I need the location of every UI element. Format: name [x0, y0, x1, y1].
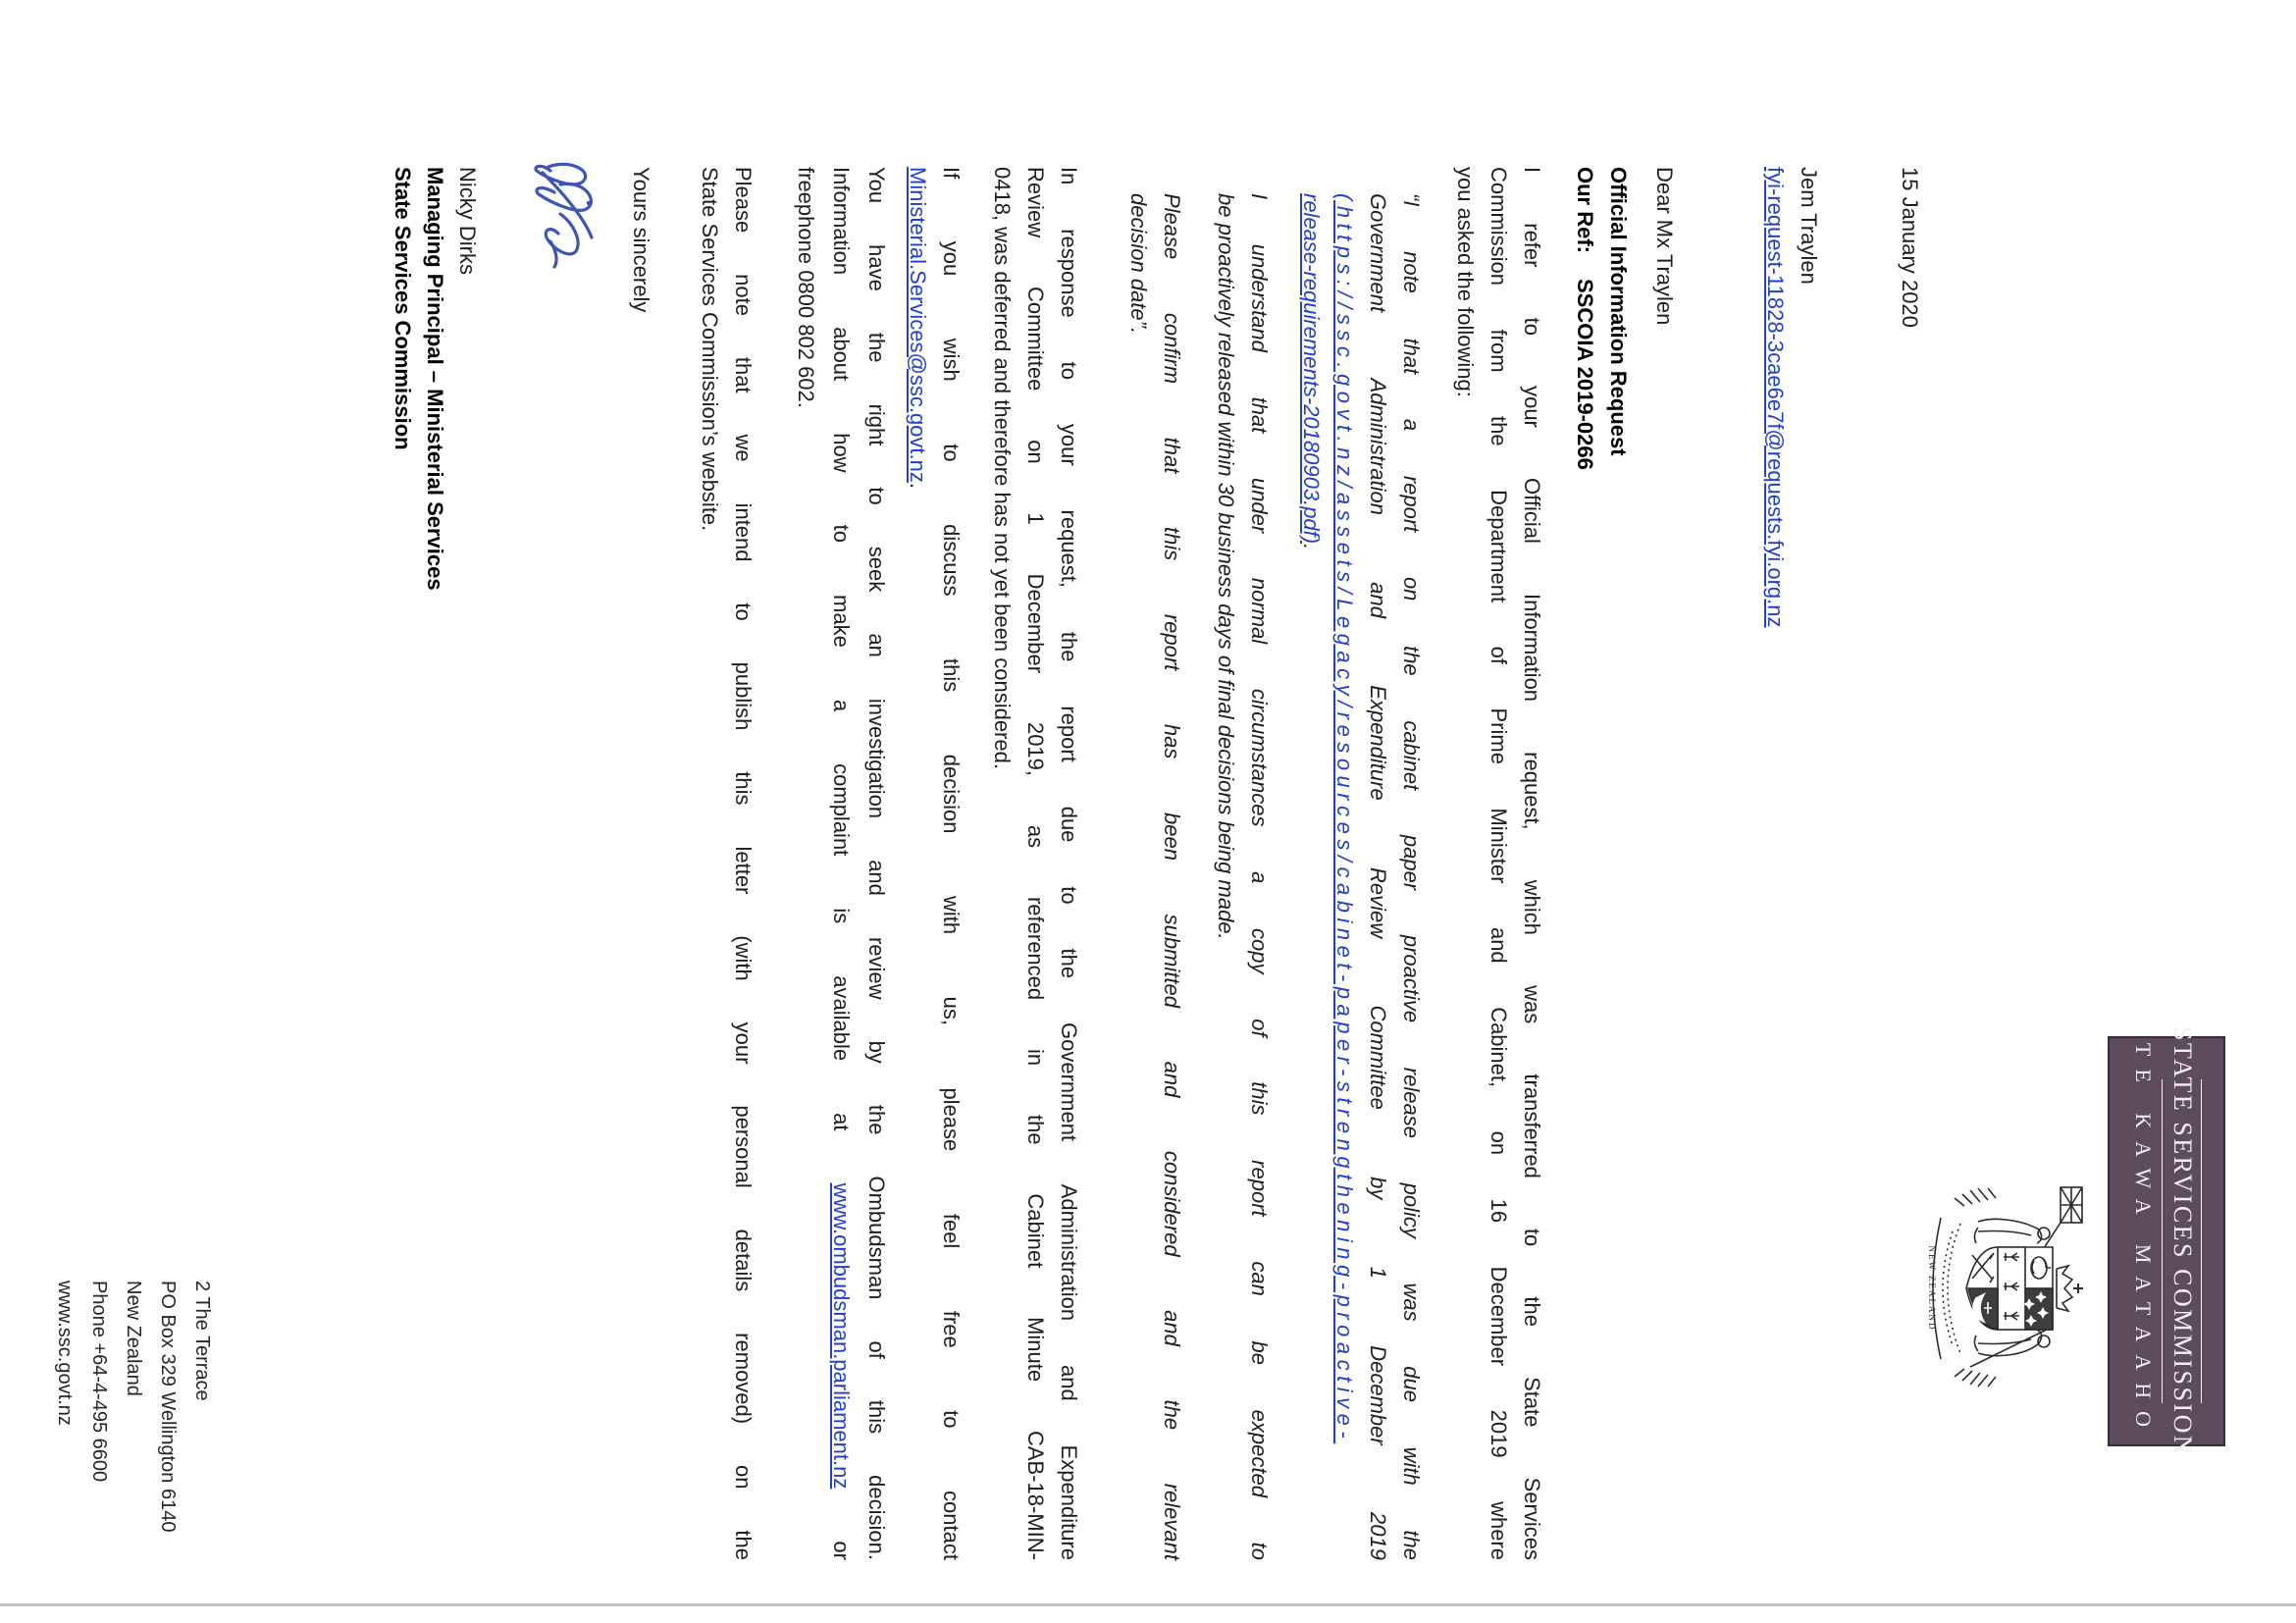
paragraph-contact: [901, 167, 967, 1560]
quote1-line2: Government Administration and Expenditure Review Committee by 1 December 2019: [1366, 193, 1390, 1560]
reference-line: [1568, 167, 1601, 1560]
paragraph-intro-line3: you asked the following:: [1453, 167, 1478, 397]
ombudsman-line2-pre: Information about how to make a complaint is available at: [829, 167, 854, 1183]
paragraph-contact-line1: If you wish to discuss this decision with us, please feel free to contact: [939, 167, 964, 1560]
paragraph-response-line2: Review Committee on 1 December 2019, as referenced in the Cabinet Minute CAB-18-MIN-: [1023, 167, 1048, 1560]
quote-paragraph-1: [1294, 193, 1428, 1560]
banner-subtitle: TE KAWA MATAAHO: [2131, 1042, 2157, 1440]
paragraph-publication-line1: Please note that we intend to publish this letter (with your personal details removed) on the: [731, 167, 756, 1560]
banner-title: STATE SERVICES COMMISSION: [2168, 1025, 2198, 1457]
signatory-title: Managing Principal – Ministerial Services: [423, 167, 447, 591]
signature: [525, 155, 603, 273]
reference-block: [1568, 167, 1635, 1560]
paragraph-response-line3: 0418, was deferred and therefore has not yet been considered.: [990, 167, 1015, 769]
banner-rule-mid: [2163, 1079, 2164, 1403]
paragraph-intro: [1448, 167, 1548, 1560]
footer-website: www.ssc.govt.nz: [54, 1281, 76, 1426]
quote2-line2: be proactively released within 30 business days of final decisions being made.: [1214, 193, 1238, 940]
signatory-name: Nicky Dirks: [455, 167, 480, 275]
signatory-org: State Services Commission: [391, 167, 415, 450]
recipient-block: [1758, 167, 1825, 1560]
recipient-email-link[interactable]: fyi-request-11828-3cae6e7f@requests.fyi.org.nz: [1763, 167, 1788, 628]
footer-street: 2 The Terrace: [191, 1281, 213, 1401]
paragraph-publication-line2: State Services Commission’s website.: [698, 167, 722, 532]
paragraph-intro-line2: Commission from the Department of Prime Minister and Cabinet, on 16 December 2019 where: [1487, 167, 1511, 1560]
paragraph-ombudsman-line1: You have the right to seek an investigation and review by the Ombudsman of this decision.: [864, 167, 889, 1560]
quote3-line1: Please confirm that this report has been submitted and considered and the relevant: [1160, 193, 1184, 1560]
signatory-block: [387, 167, 484, 1560]
ministerial-email-link[interactable]: Ministerial.Services@ssc.govt.nz: [906, 167, 930, 483]
quote-paragraph-2: [1209, 193, 1276, 1560]
paragraph-response-line1: In response to your request, the report due to the Government Administration and Expenditure: [1057, 167, 1081, 1560]
valediction: Yours sincerely: [629, 167, 653, 313]
salutation: Dear Mx Traylen: [1652, 167, 1677, 326]
paragraph-response: [985, 167, 1085, 1560]
page-edge-shadow: [0, 1603, 2296, 1606]
date-line: 15 January 2020: [1898, 167, 1922, 328]
paragraph-ombudsman-line3: freephone 0800 802 602.: [794, 167, 818, 408]
quote3-line2: decision date”.: [1126, 193, 1151, 335]
recipient-name: Jem Traylen: [1797, 167, 1821, 285]
ssc-banner: [2108, 1025, 2225, 1457]
quote-paragraph-3: [1122, 193, 1188, 1560]
reference-label: Our Ref:: [1573, 167, 1597, 253]
paragraph-intro-line1: I refer to your Official Information request, which was transferred to the State Services: [1520, 167, 1544, 1560]
report-url-link-line2[interactable]: release-requirements-20180903.pdf): [1299, 193, 1324, 545]
reference-value: SSCOIA 2019-0266: [1573, 279, 1597, 470]
subject-heading: Official Information Request: [1606, 167, 1631, 456]
footer-phone: Phone +64-4-495 6600: [88, 1281, 110, 1483]
paragraph-ombudsman-line2: [823, 167, 859, 1560]
banner-rule-top: [2202, 1079, 2203, 1403]
footer-country: New Zealand: [123, 1281, 144, 1396]
paragraph-ombudsman: [788, 167, 894, 1560]
paragraph-publication: [693, 167, 759, 1560]
footer-pobox: PO Box 329 Wellington 6140: [157, 1281, 179, 1533]
coat-of-arms: [1923, 1184, 2090, 1393]
coat-of-arms-scroll-text: NEW ZEALAND: [1927, 1245, 1937, 1332]
report-url-link-line1[interactable]: (https://ssc.govt.nz/assets/Legacy/resources/cabinet-paper-strengthening-proactive-: [1332, 193, 1357, 1444]
ombudsman-site-link[interactable]: www.ombudsman.parliament.nz: [829, 1182, 854, 1490]
quote1-after-link: .: [1299, 544, 1324, 550]
quote2-line1: I understand that under normal circumstances a copy of this report can be expected to: [1247, 193, 1272, 1560]
ombudsman-line2-post: or: [829, 1489, 854, 1560]
footer-address: [47, 1281, 219, 1532]
quote1-line1: “I note that a report on the cabinet paper proactive release policy was due with the: [1399, 193, 1424, 1560]
paragraph-contact-after-link: .: [906, 482, 930, 489]
